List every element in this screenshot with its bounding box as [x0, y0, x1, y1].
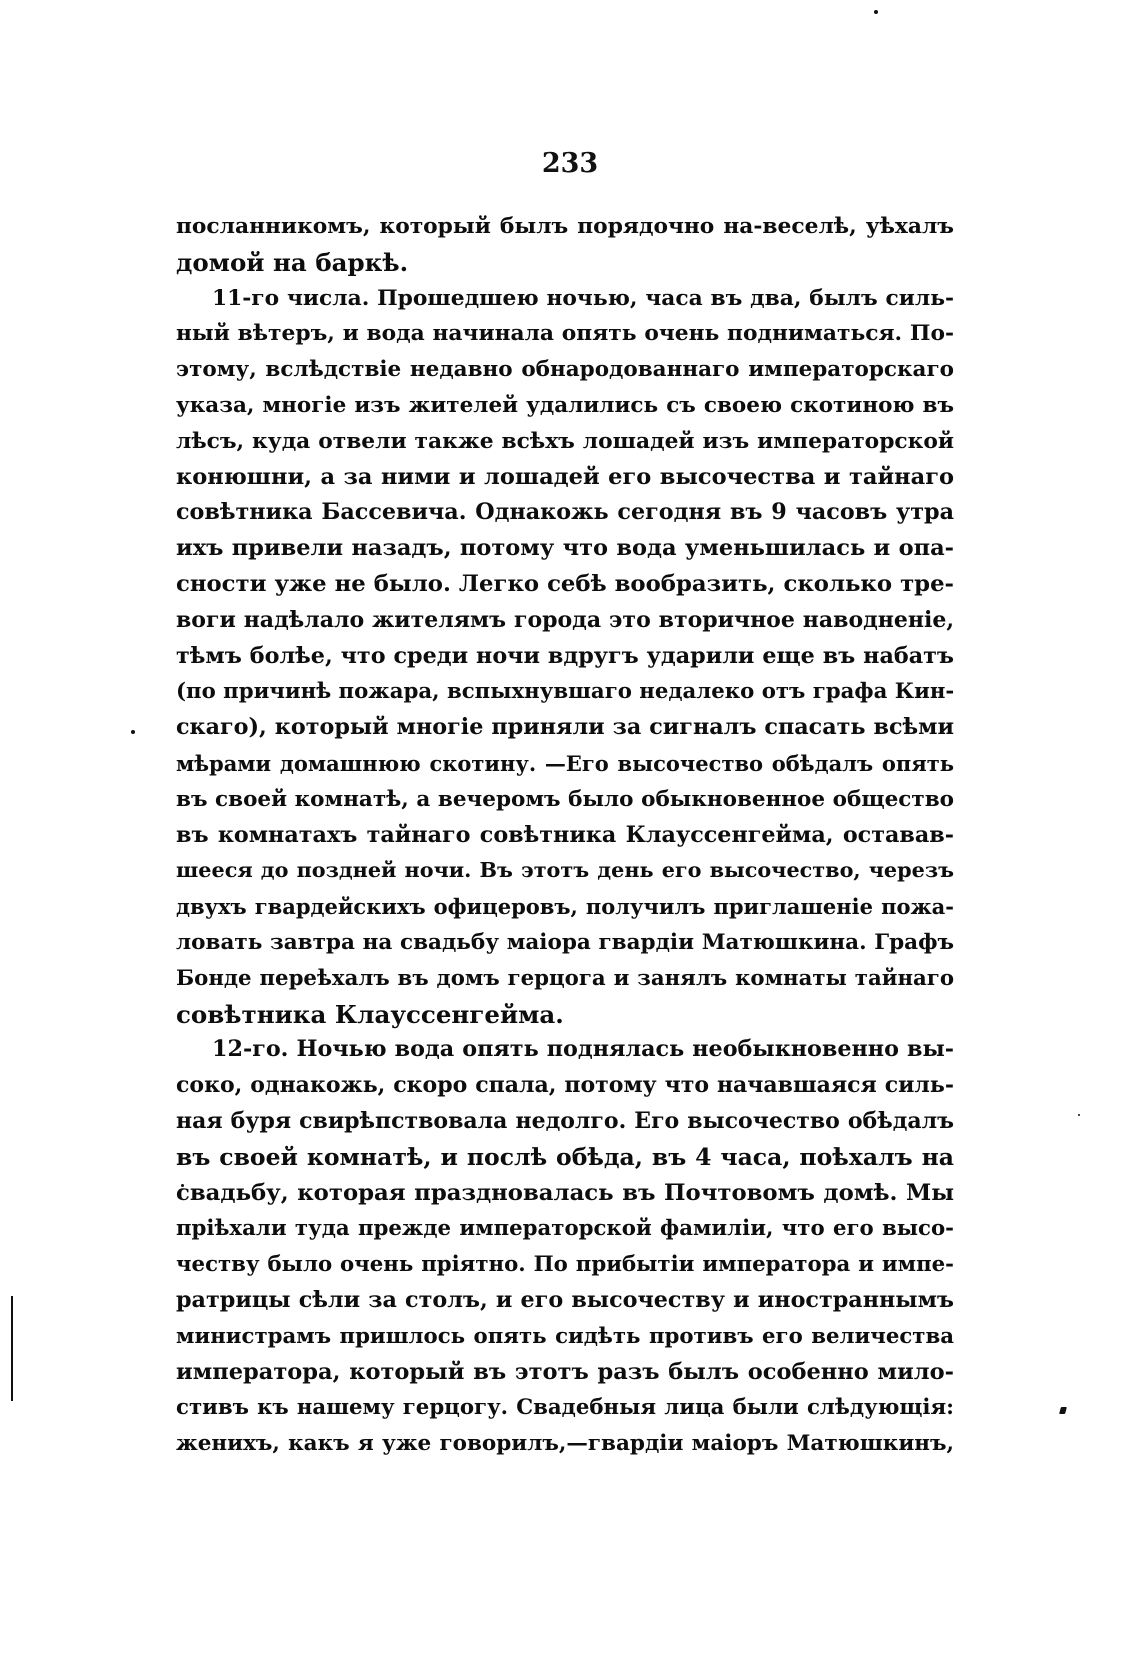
text-line: ный вѣтеръ, и вода начинала опять очень подниматься. По-: [176, 321, 954, 347]
text-line: (по причинѣ пожара, вспыхнувшаго недалеко отъ графа Кин-: [176, 679, 954, 705]
ink-speck: [1078, 1114, 1080, 1116]
text-line: соко, однакожь, скоро спала, потому что начавшаяся силь-: [176, 1072, 954, 1099]
text-line: воги надѣлало жителямъ города это вторичное наводненіе,: [176, 606, 954, 633]
text-line: ратрицы сѣли за столъ, и его высочеству и иностраннымъ: [176, 1286, 954, 1313]
text-line: женихъ, какъ я уже говорилъ,—гвардіи маіоръ Матюшкинъ,: [176, 1431, 954, 1457]
text-line: указа, многіе изъ жителей удалились съ своею скотиною въ: [176, 392, 954, 418]
text-line: двухъ гвардейскихъ офицеровъ, получилъ приглашеніе пожа-: [176, 894, 954, 920]
text-line: мѣрами домашнюю скотину. —Его высочество обѣдалъ опять: [176, 750, 954, 776]
text-line: свадьбу, которая праздновалась въ Почтовомъ домѣ. Мы: [176, 1179, 954, 1206]
text-line: пріѣхали туда прежде императорской фамиліи, что его высо-: [176, 1216, 954, 1242]
text-line: ная буря свирѣпствовала недолго. Его высочество обѣдалъ: [176, 1107, 954, 1134]
text-line: тѣмъ болѣе, что среди ночи вдругъ ударили еще въ набатъ: [176, 642, 954, 669]
text-line: шееся до поздней ночи. Въ этотъ день его высочество, черезъ: [176, 858, 954, 883]
text-line: совѣтника Клауссенгейма.: [176, 999, 564, 1029]
text-line: 12-го. Ночью вода опять поднялась необыкновенно вы-: [212, 1036, 954, 1063]
text-line: честву было очень пріятно. По прибытіи императора и импе-: [176, 1252, 954, 1278]
ink-speck: [131, 730, 135, 734]
text-line: домой на баркѣ.: [176, 247, 409, 277]
text-line: сности уже не было. Легко себѣ вообразить, сколько тре-: [176, 570, 954, 597]
text-line: 11-го числа. Прошедшею ночью, часа въ два, былъ силь-: [212, 285, 954, 311]
text-line: стивъ къ нашему герцогу. Свадебныя лица были слѣдующія:: [176, 1395, 954, 1421]
ink-speck: [874, 10, 878, 14]
text-line: посланникомъ, который былъ порядочно на-веселѣ, уѣхалъ: [176, 214, 954, 239]
text-line: скаго), который многіе приняли за сигналъ спасать всѣми: [176, 714, 954, 741]
ink-speck: [1059, 1407, 1067, 1414]
page-number: 233: [541, 148, 599, 179]
text-line: совѣтника Бассевича. Однакожь сегодня въ 9 часовъ утра: [176, 499, 954, 526]
text-line: ихъ привели назадъ, потому что вода уменьшилась и опа-: [176, 535, 954, 562]
text-line: Бонде переѣхалъ въ домъ герцога и занялъ комнаты тайнаго: [176, 965, 954, 991]
text-line: императора, который въ этотъ разъ былъ особенно мило-: [176, 1358, 954, 1385]
text-line: въ комнатахъ тайнаго совѣтника Клауссенгейма, оставав-: [176, 821, 954, 848]
text-line: ловать завтра на свадьбу маіора гвардіи Матюшкина. Графъ: [176, 929, 954, 955]
text-line: этому, вслѣдствіе недавно обнародованнаго императорскаго: [176, 357, 954, 383]
text-line: конюшни, а за ними и лошадей его высочества и тайнаго: [176, 463, 954, 490]
text-line: въ своей комнатѣ, и послѣ обѣда, въ 4 часа, поѣхалъ на: [176, 1142, 954, 1171]
text-line: лѣсъ, куда отвели также всѣхъ лошадей изъ императорской: [176, 428, 954, 454]
scan-edge-mark: [11, 1296, 13, 1401]
text-line: въ своей комнатѣ, а вечеромъ было обыкновенное общество: [176, 786, 954, 812]
text-line: министрамъ пришлось опять сидѣть противъ его величества: [176, 1323, 954, 1349]
body-text: [176, 209, 954, 1462]
